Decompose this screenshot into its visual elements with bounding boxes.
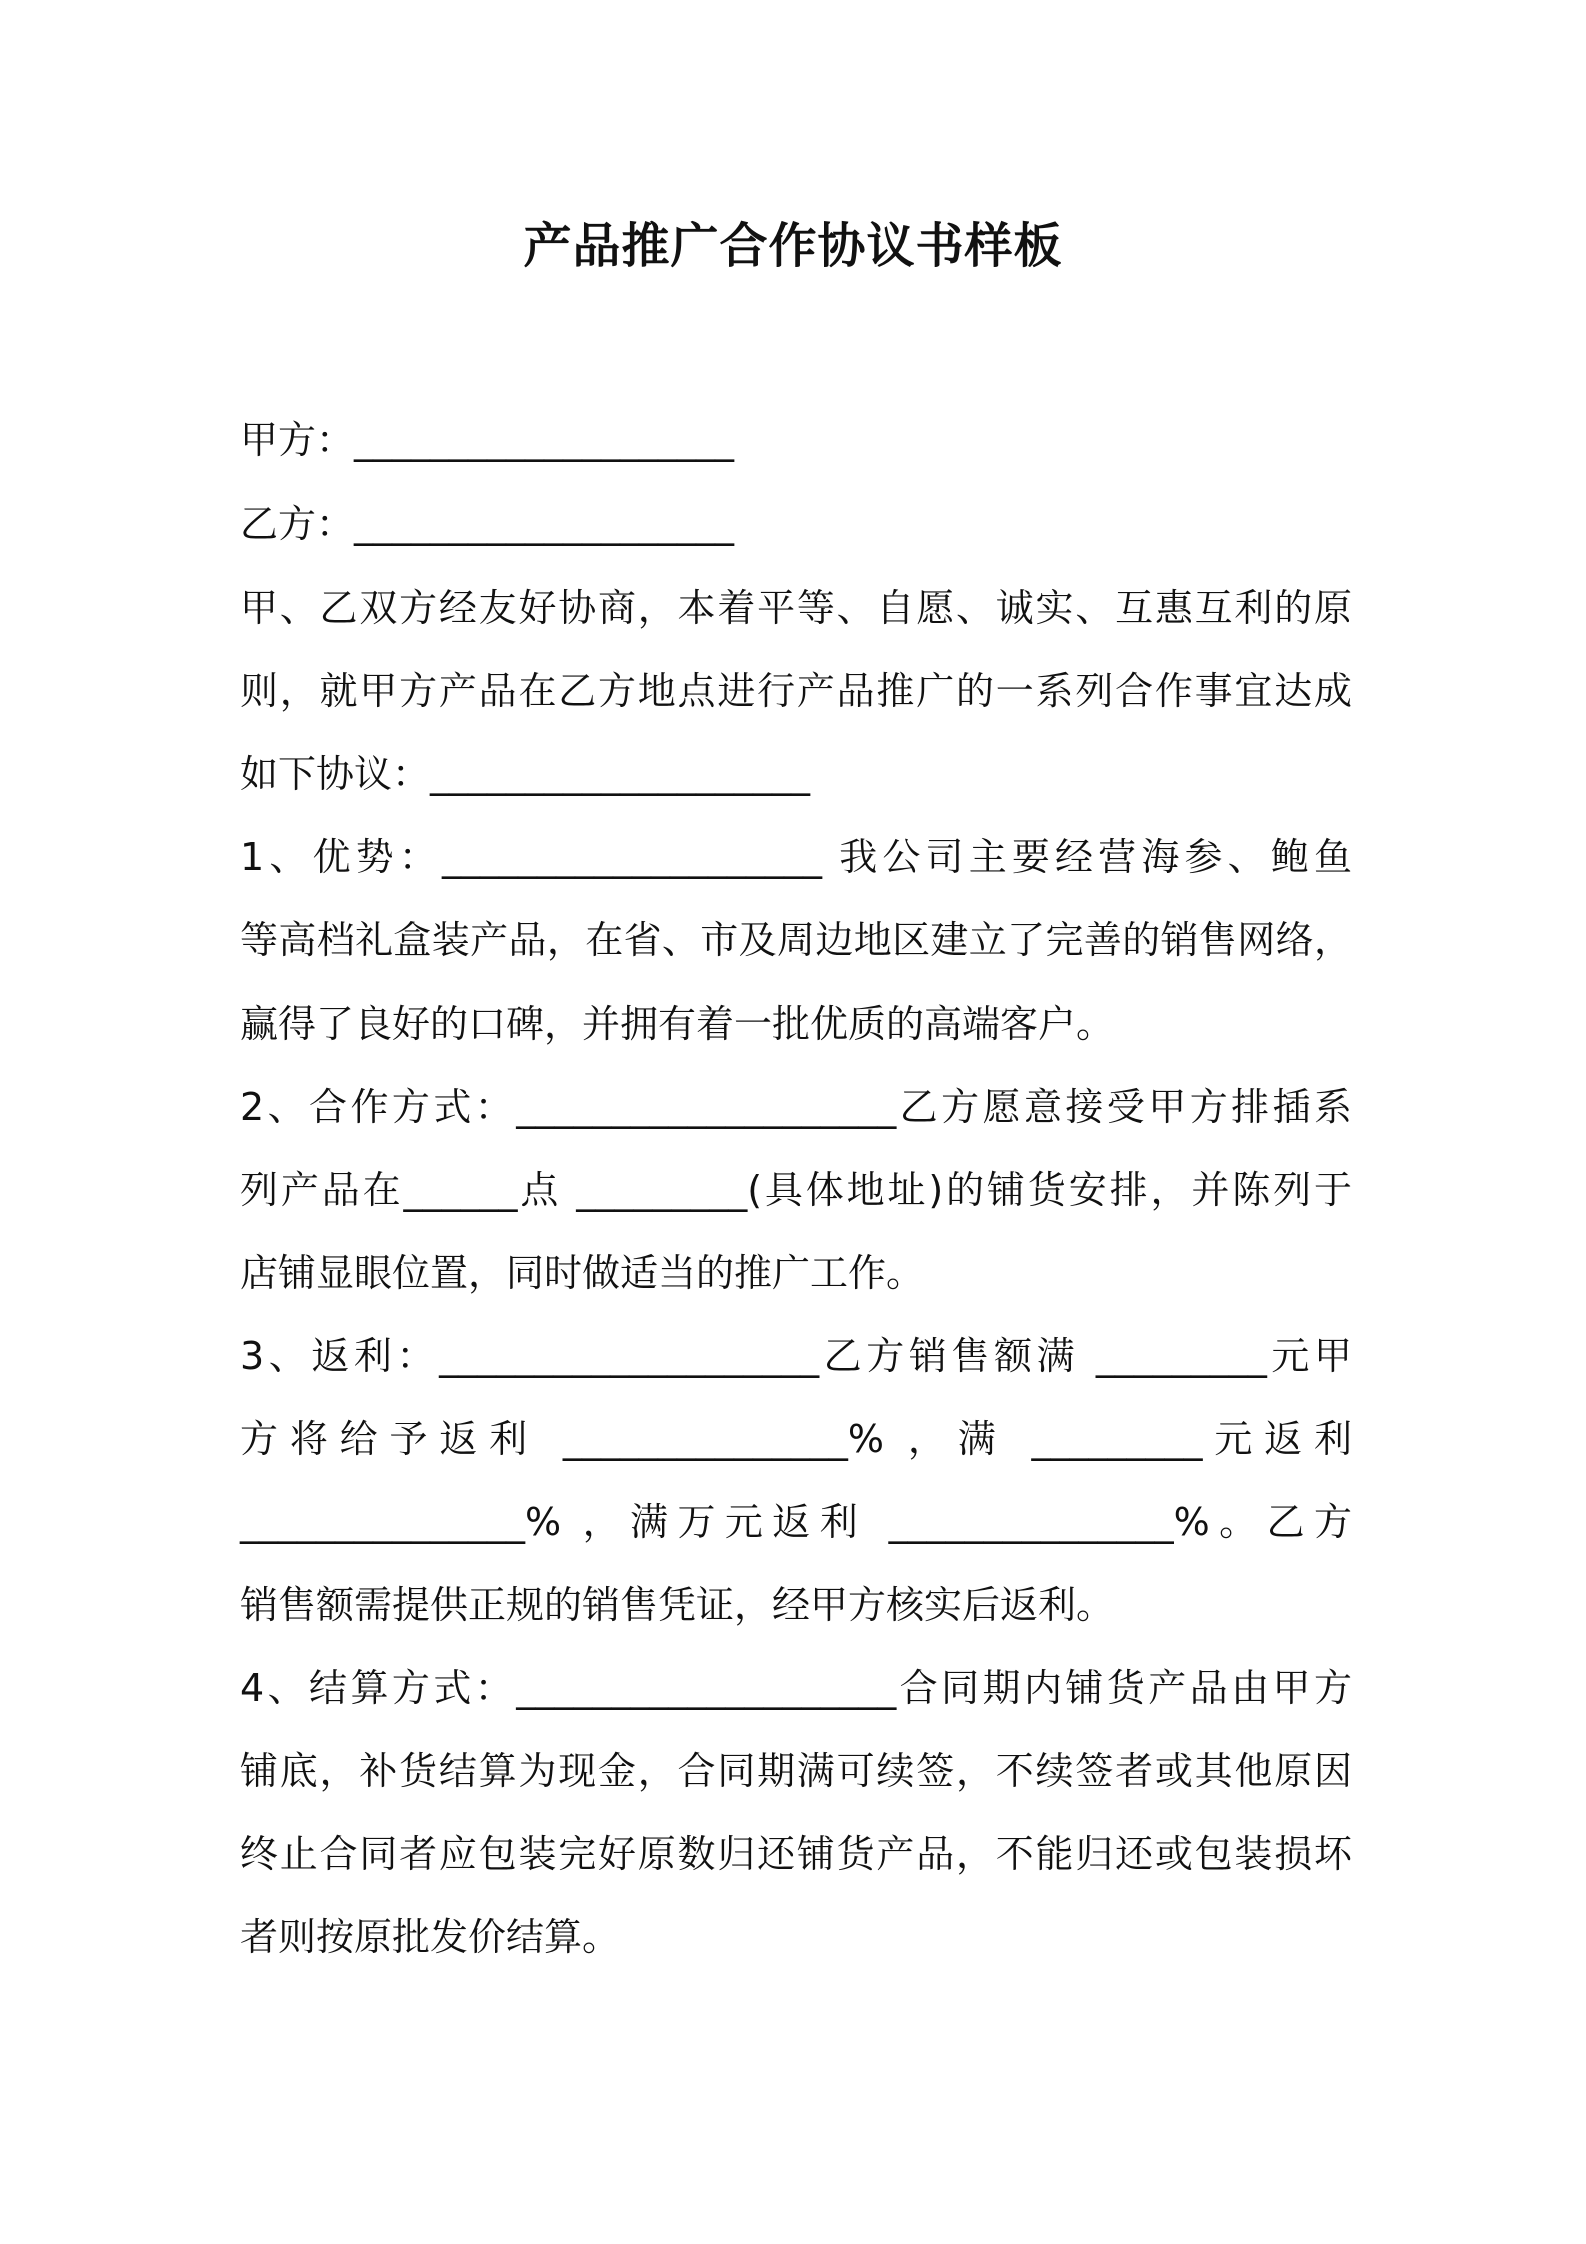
clause-2-line-1: 2、合作方式：____________________乙方愿意接受甲方排插系	[240, 1085, 1352, 1129]
document-title: 产品推广合作协议书样板	[523, 218, 1063, 274]
clause-3-line-1: 3、返利：____________________乙方销售额满 _________元甲	[240, 1334, 1352, 1378]
clause-3-line-4: 销售额需提供正规的销售凭证，经甲方核实后返利。	[240, 1583, 1115, 1627]
clause-2-line-3: 店铺显眼位置，同时做适当的推广工作。	[240, 1251, 925, 1295]
clause-3-line-3: _______________% ，满万元返利 _______________%。乙方	[240, 1500, 1352, 1544]
clause-4-line-1: 4、结算方式：____________________合同期内铺货产品由甲方	[240, 1666, 1352, 1710]
clause-1-line-3: 赢得了良好的口碑，并拥有着一批优质的高端客户。	[240, 1002, 1115, 1046]
clause-1-line-2: 等高档礼盒装产品，在省、市及周边地区建立了完善的销售网络，	[240, 918, 1352, 962]
intro-line-1: 甲、乙双方经友好协商，本着平等、自愿、诚实、互惠互利的原	[240, 586, 1352, 630]
clause-1-line-1: 1、优势：____________________ 我公司主要经营海参、鲍鱼	[240, 835, 1352, 879]
party-b-line: 乙方：____________________	[240, 502, 735, 546]
intro-line-2: 则，就甲方产品在乙方地点进行产品推广的一系列合作事宜达成	[240, 669, 1352, 713]
clause-4-line-4: 者则按原批发价结算。	[240, 1915, 621, 1959]
intro-line-3: 如下协议：____________________	[240, 752, 811, 796]
clause-2-line-2: 列产品在______点 _________(具体地址)的铺货安排，并陈列于	[240, 1168, 1352, 1212]
party-a-line: 甲方：____________________	[240, 418, 735, 462]
clause-4-line-2: 铺底，补货结算为现金，合同期满可续签，不续签者或其他原因	[240, 1749, 1352, 1793]
clause-3-line-2: 方将给予返利 _______________% ，满 _________元返利	[240, 1417, 1352, 1461]
clause-4-line-3: 终止合同者应包装完好原数归还铺货产品，不能归还或包装损坏	[240, 1832, 1352, 1876]
